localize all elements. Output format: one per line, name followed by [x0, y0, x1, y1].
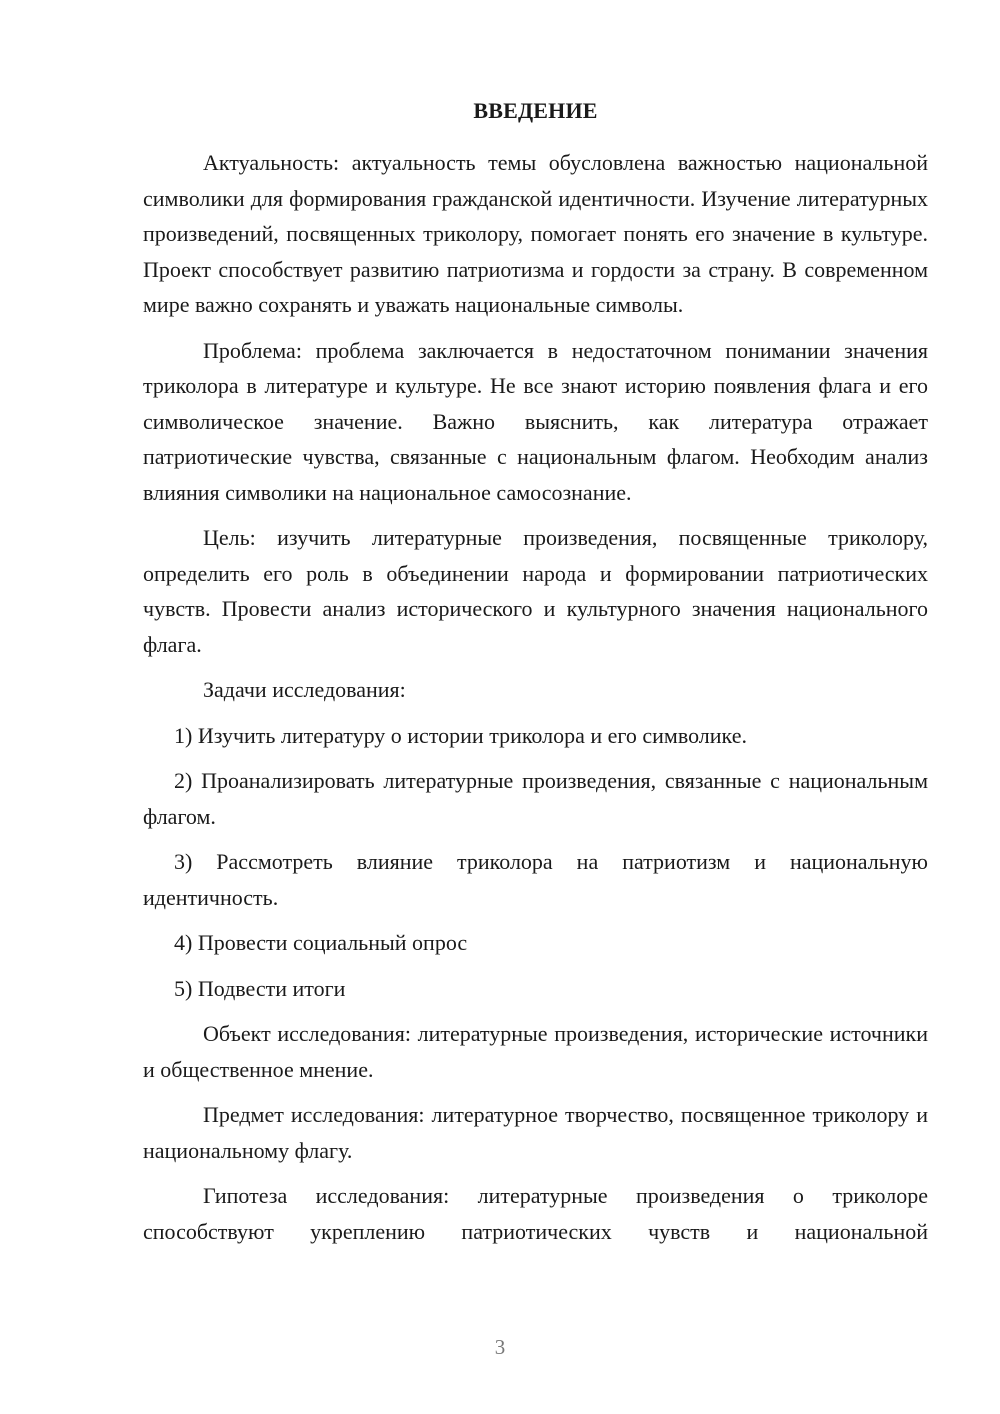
goal-paragraph: Цель: изучить литературные произведения, посвященные триколору, определить его роль в объединении народа и формировании патриотических чувств. Провести анализ исторического и культурного значения национального флага.	[143, 525, 928, 657]
task-item-1: 1) Изучить литературу о истории триколора и его символике.	[174, 722, 747, 748]
page-number: 3	[494, 1335, 506, 1359]
relevance-paragraph: Актуальность: актуальность темы обусловлена важностью национальной символики для формирования гражданской идентичности. Изучение литературных произведений, посвященных триколору, помогает понять его значение в культуре. Проект способствует развитию патриотизма и гордости за страну. В современном мире важно сохранять и уважать национальные символы.	[143, 150, 928, 317]
task-item-3: 3) Рассмотреть влияние триколора на патриотизм и национальную идентичность.	[143, 849, 928, 910]
task-item-4: 4) Провести социальный опрос	[174, 930, 468, 955]
hypothesis-paragraph: Гипотеза исследования: литературные произведения о триколоре способствуют укреплению патриотических чувств и национальной	[143, 1183, 928, 1244]
task-item-2: 2) Проанализировать литературные произведения, связанные с национальным флагом.	[143, 768, 928, 829]
object-paragraph: Объект исследования: литературные произведения, исторические источники и общественное мнение.	[143, 1021, 928, 1082]
page-title: ВВЕДЕНИЕ	[473, 98, 598, 123]
page-body	[143, 96, 928, 1259]
task-item-5: 5) Подвести итоги	[174, 975, 346, 1001]
subject-paragraph: Предмет исследования: литературное творчество, посвященное триколору и национальному флагу.	[143, 1102, 928, 1163]
tasks-heading: Задачи исследования:	[203, 677, 406, 702]
problem-paragraph: Проблема: проблема заключается в недостаточном понимании значения триколора в литературе и культуре. Не все знают историю появления флага и его символическое значение. Важно выяснить, как литература отражает патриотические чувства, связанные с национальным флагом. Необходим анализ влияния символики на национальное самосознание.	[143, 337, 928, 505]
